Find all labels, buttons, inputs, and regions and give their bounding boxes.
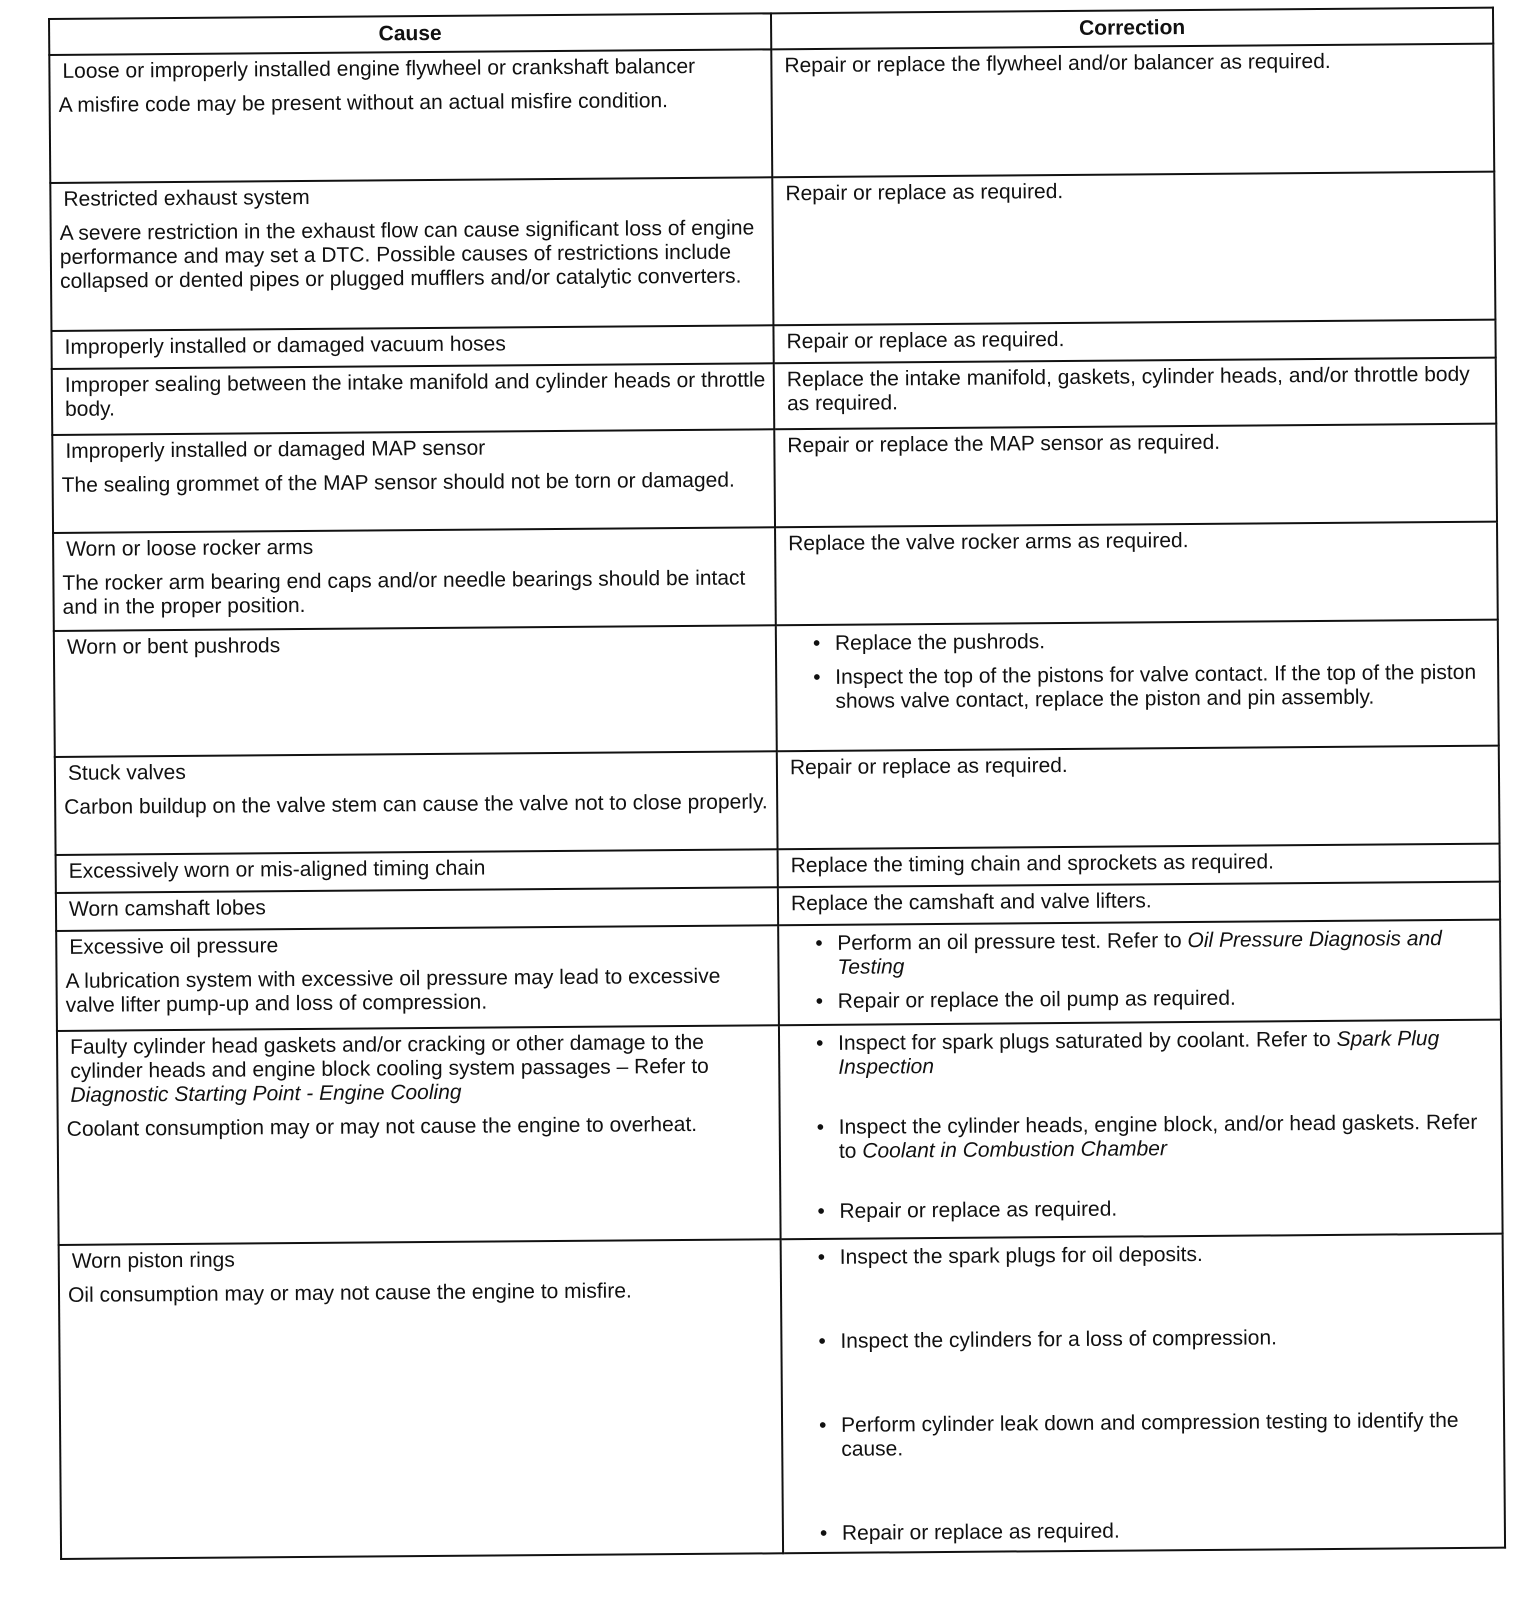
correction-bullet [840, 1325, 1496, 1354]
correction-bullet [839, 1111, 1495, 1164]
correction-list [792, 1027, 1495, 1225]
cause-title: Stuck valves [67, 760, 186, 785]
correction-text: Repair or replace as required. [785, 180, 1064, 206]
cause-title: Worn camshaft lobes [68, 896, 266, 921]
cause-cell [51, 325, 773, 369]
correction-cell [778, 920, 1501, 1026]
bullet-text: Replace the pushrods. [834, 630, 1046, 655]
cause-title: Worn or bent pushrods [66, 634, 281, 659]
table-row [49, 44, 1494, 183]
bullet-text: Repair or replace as required. [841, 1519, 1120, 1545]
cause-title: Loose or improperly installed engine flywheel or crankshaft balancer [62, 54, 696, 83]
cause-detail: Carbon buildup on the valve stem can cause the valve not to close properly. [64, 790, 768, 819]
correction-text: Repair or replace the flywheel and/or balancer as required. [784, 49, 1331, 78]
correction-text: Replace the valve rocker arms as required. [788, 529, 1189, 556]
bullet-reference: Spark Plug Inspection [838, 1027, 1440, 1079]
correction-cell [772, 172, 1495, 326]
correction-cell [776, 620, 1499, 752]
bullet-text: Repair or replace as required. [839, 1197, 1118, 1223]
bullet-text: Repair or replace the oil pump as required. [837, 986, 1236, 1013]
correction-bullet [838, 1027, 1494, 1080]
cause-title: Restricted exhaust system [63, 185, 310, 211]
cause-text: Faulty cylinder head gaskets and/or cracking or other damage to the cylinder heads and engine block cooling system passages – Refer to [69, 1030, 709, 1083]
correction-list [789, 627, 1492, 715]
cause-detail: A severe restriction in the exhaust flow can cause significant loss of engine performance and may set a DTC. Possible causes of restrictions include collapsed or dented pipes or plugged mufflers and/or catalytic converters. [59, 216, 755, 293]
correction-list [794, 1241, 1498, 1547]
bullet-text: Inspect the cylinders for a loss of compression. [840, 1326, 1278, 1353]
correction-text: Replace the timing chain and sprockets as required. [790, 850, 1275, 878]
correction-cell [773, 320, 1495, 364]
cause-title: Improperly installed or damaged MAP sensor [65, 436, 486, 463]
table-row [54, 620, 1499, 757]
table-row [55, 746, 1500, 855]
cause-detail: A lubrication system with excessive oil pressure may lead to excessive valve lifter pump-up and loss of compression. [65, 964, 721, 1017]
correction-bullet [837, 927, 1493, 980]
cause-cell [49, 49, 772, 183]
cause-cell [55, 751, 778, 855]
bullet-text: Perform cylinder leak down and compression testing to identify the cause. [840, 1408, 1459, 1461]
correction-bullet [841, 1409, 1497, 1462]
correction-bullet [840, 1241, 1496, 1270]
correction-cell [774, 358, 1496, 430]
table-row [57, 1020, 1503, 1245]
diagnostic-table [48, 7, 1506, 1560]
cause-cell [52, 429, 775, 533]
cause-title: Worn piston rings [71, 1248, 235, 1273]
correction-text: Repair or replace as required. [789, 754, 1068, 780]
bullet-text: Perform an oil pressure test. Refer to [837, 929, 1182, 955]
bullet-text: Inspect the cylinder heads, engine block, and/or head gaskets. Refer to [838, 1110, 1478, 1163]
correction-bullet [838, 985, 1494, 1014]
cause-cell [57, 1025, 781, 1245]
correction-header: Correction [771, 8, 1493, 50]
cause-title: Excessively worn or mis-aligned timing chain [68, 856, 486, 883]
cause-detail: The sealing grommet of the MAP sensor should not be torn or damaged. [61, 468, 735, 497]
correction-cell [777, 746, 1500, 850]
table-row [52, 358, 1496, 435]
table-row [53, 522, 1498, 631]
bullet-text: Inspect the top of the pistons for valve contact. If the top of the piston shows valve contact, replace the piston and pin assembly. [835, 660, 1477, 713]
correction-cell [771, 44, 1494, 178]
cause-cell [56, 887, 778, 931]
table-row [59, 1234, 1505, 1559]
cause-cell [59, 1239, 783, 1559]
cause-cell [54, 625, 777, 757]
cause-cell [50, 177, 773, 331]
cause-title: Improperly installed or damaged vacuum hoses [64, 332, 506, 359]
bullet-text: Inspect for spark plugs saturated by coolant. Refer to [837, 1027, 1331, 1055]
correction-text: Repair or replace the MAP sensor as required. [787, 430, 1221, 458]
table-row [50, 172, 1495, 331]
correction-list [791, 927, 1494, 1015]
cause-cell [56, 925, 779, 1031]
cause-detail: Coolant consumption may or may not cause the engine to overheat. [66, 1112, 698, 1141]
cause-detail: Oil consumption may or may not cause the engine to misfire. [67, 1279, 632, 1307]
cause-cell [56, 849, 778, 893]
correction-cell [779, 1020, 1503, 1240]
bullet-text: Inspect the spark plugs for oil deposits. [839, 1242, 1203, 1269]
cause-title: Excessive oil pressure [69, 934, 279, 959]
correction-cell [774, 424, 1497, 528]
cause-title [70, 1030, 773, 1108]
correction-text: Repair or replace as required. [786, 328, 1065, 354]
cause-cell [53, 527, 776, 631]
cause-detail: The rocker arm bearing end caps and/or needle bearings should be intact and in the proper position. [62, 566, 746, 619]
correction-cell [775, 522, 1498, 626]
cause-title: Improper sealing between the intake manifold and cylinder heads or throttle body. [64, 368, 766, 421]
correction-bullet [839, 1195, 1495, 1224]
correction-text: Replace the intake manifold, gaskets, cylinder heads, and/or throttle body as required. [786, 362, 1470, 416]
correction-cell [778, 882, 1500, 926]
cause-detail: A misfire code may be present without an actual misfire condition. [58, 89, 669, 117]
correction-bullet [842, 1517, 1498, 1546]
bullet-reference: Coolant in Combustion Chamber [862, 1137, 1168, 1163]
correction-cell [778, 844, 1500, 888]
cause-title: Worn or loose rocker arms [66, 535, 314, 561]
correction-bullet [835, 661, 1491, 714]
correction-bullet [835, 627, 1491, 656]
cause-header: Cause [49, 13, 771, 55]
cause-reference: Diagnostic Starting Point - Engine Cooling [70, 1080, 462, 1107]
correction-cell [781, 1234, 1505, 1554]
correction-text: Replace the camshaft and valve lifters. [790, 889, 1152, 916]
table-row [52, 424, 1497, 533]
bullet-reference: Oil Pressure Diagnosis and Testing [837, 927, 1442, 979]
cause-cell [52, 363, 774, 435]
table-row [56, 920, 1501, 1031]
